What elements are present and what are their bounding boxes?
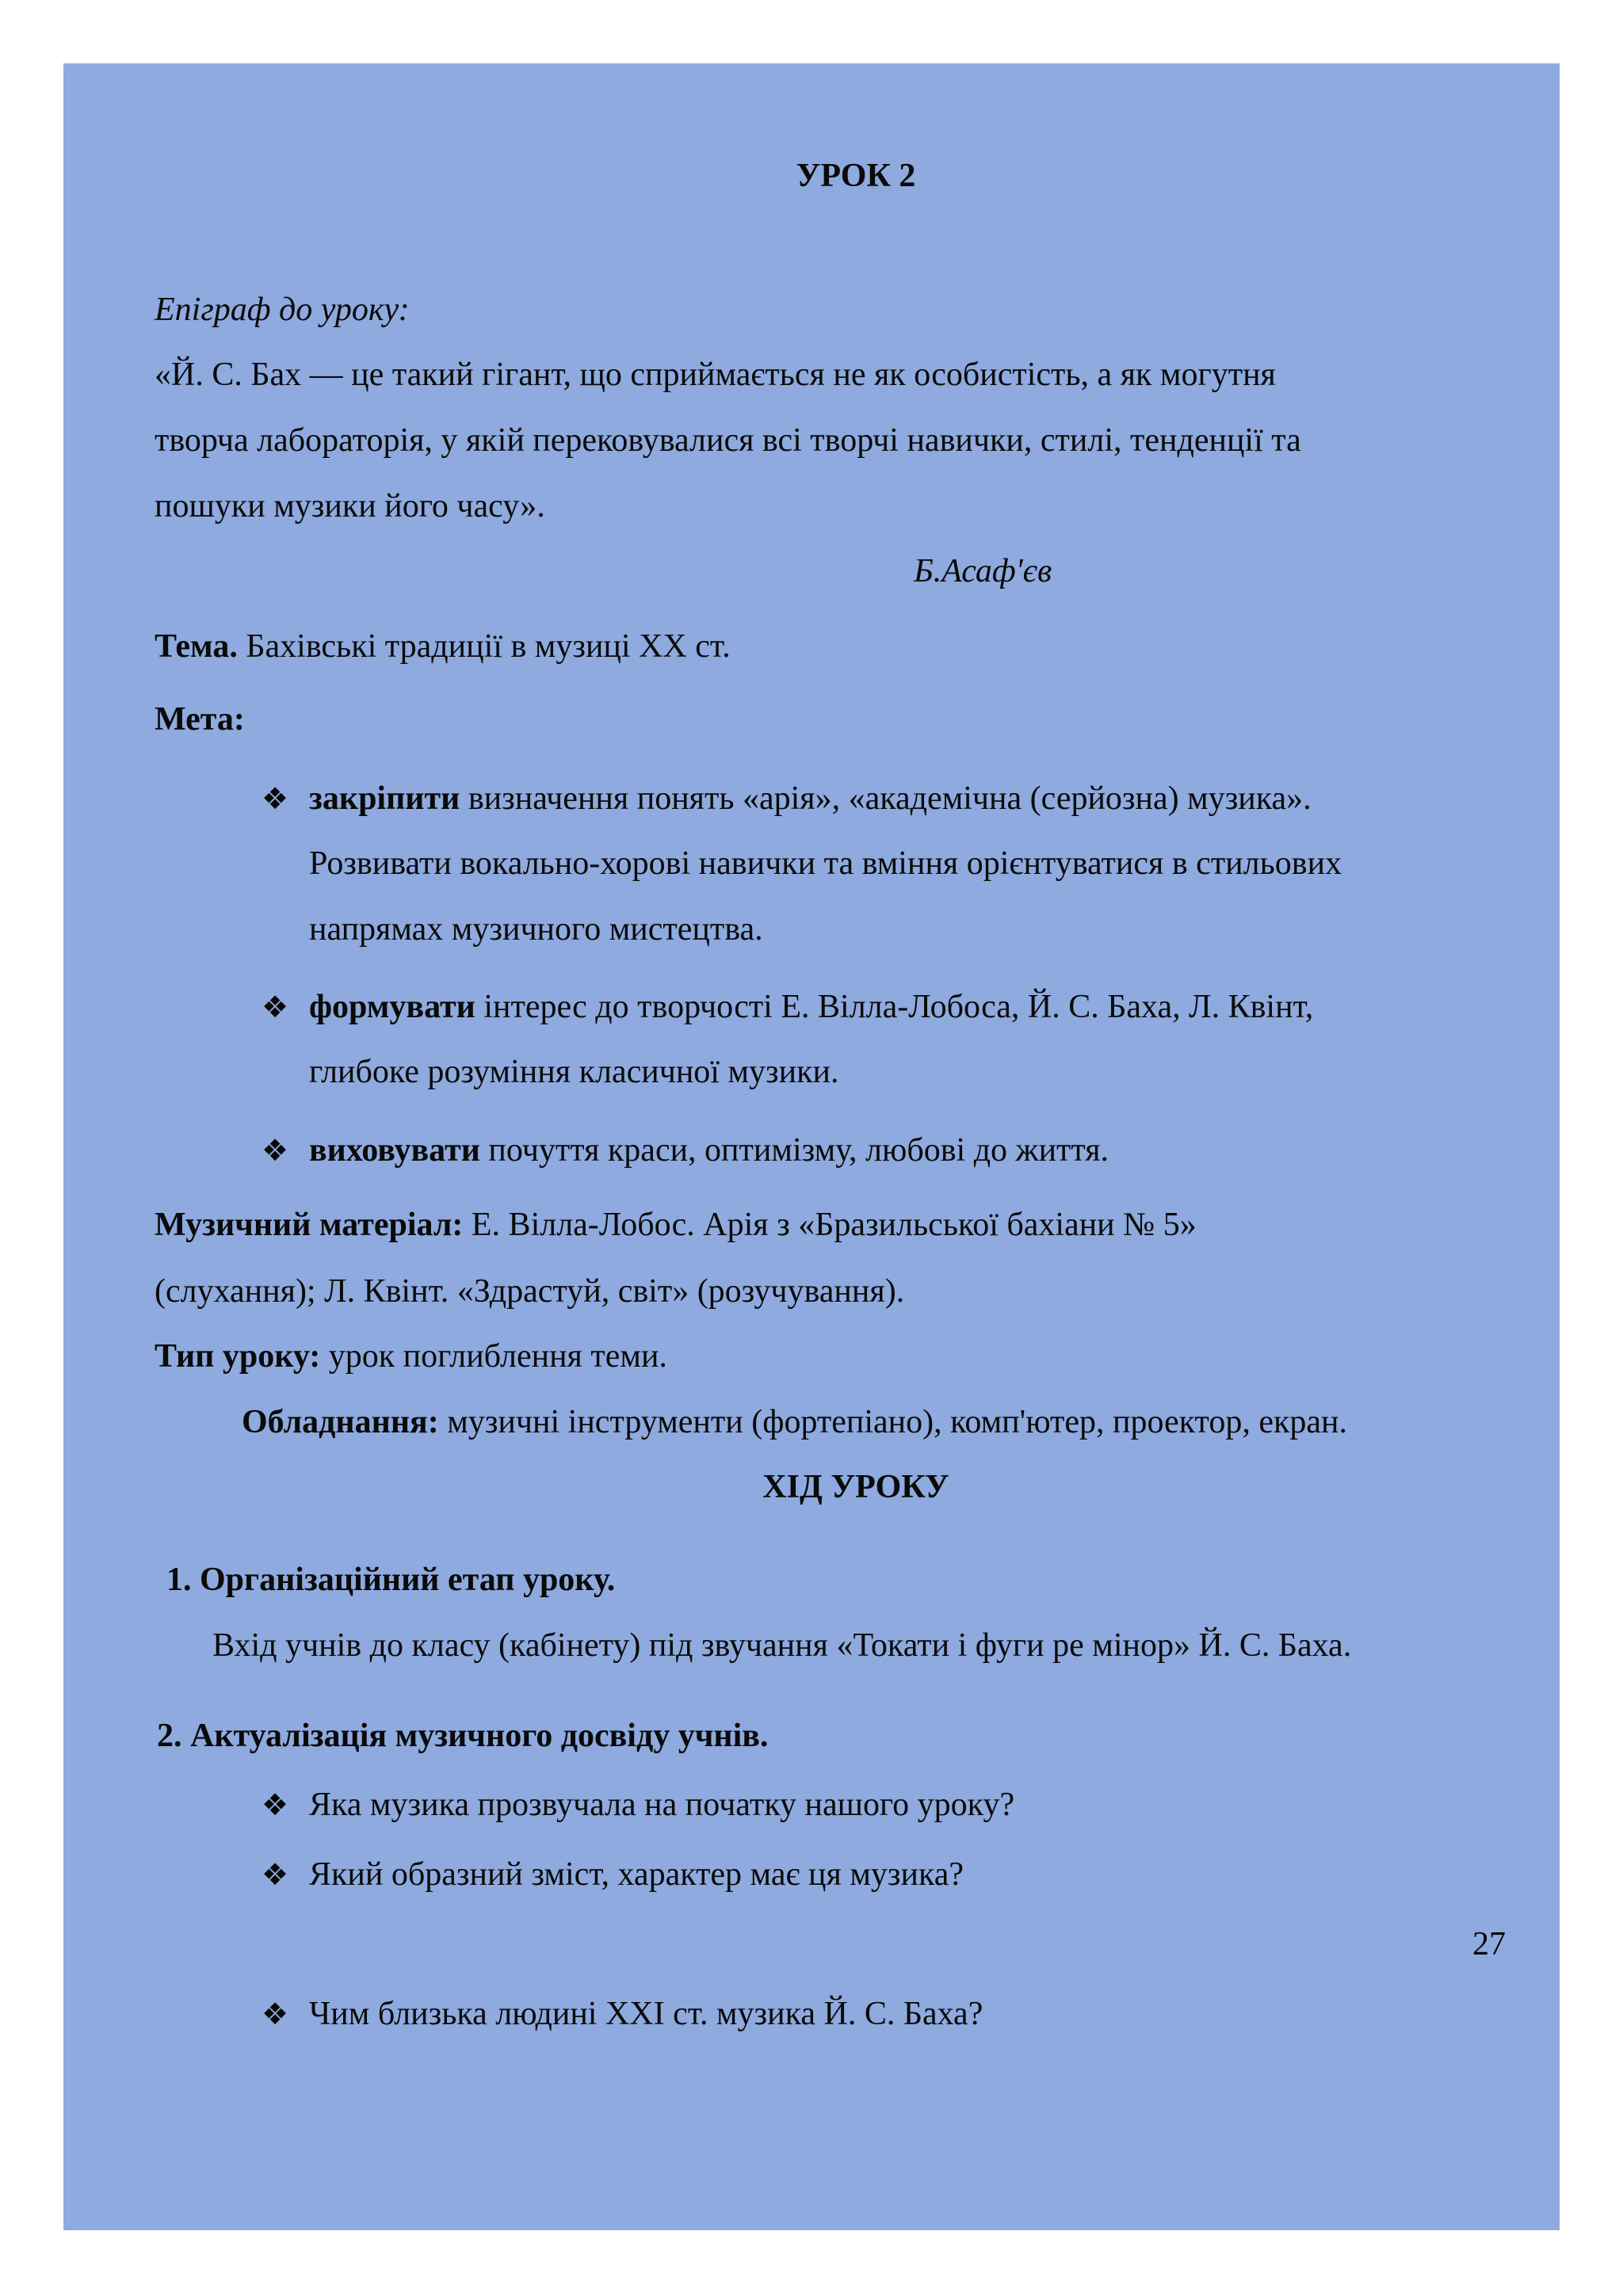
diamond-bullet-icon: ❖ xyxy=(262,1997,289,2031)
lesson-type-text: урок поглиблення теми. xyxy=(320,1338,667,1375)
epigraph-line-1: «Й. С. Бах — це такий гігант, що сприймається не як особистість, а як могутня xyxy=(155,357,1276,393)
question-item: Яка музика прозвучала на початку нашого уроку? xyxy=(309,1787,1015,1823)
question-item: Чим близька людині ХХІ ст. музика Й. С. Баха? xyxy=(309,1996,983,2032)
page-number: 27 xyxy=(1472,1926,1506,1962)
topic-text: Бахівські традиції в музиці ХХ ст. xyxy=(237,628,731,665)
material-text: Е. Вілла-Лобос. Арія з «Бразильської бахіани № 5» xyxy=(463,1207,1197,1243)
epigraph-label: Епіграф до уроку: xyxy=(155,292,410,328)
material-label: Музичний матеріал: xyxy=(155,1207,464,1243)
goal-continuation: напрямах музичного мистецтва. xyxy=(309,911,763,948)
epigraph-line-3: пошуки музики його часу». xyxy=(155,488,545,524)
diamond-bullet-icon: ❖ xyxy=(262,1857,289,1892)
goal-text: визначення понять «арія», «академічна (серйозна) музика». xyxy=(460,780,1312,817)
equipment-label: Обладнання: xyxy=(242,1404,439,1440)
material-continuation: (слухання); Л. Квінт. «Здрастуй, світ» (розучування). xyxy=(155,1273,905,1310)
topic-label: Тема. xyxy=(155,628,238,665)
stage-2-title: 2. Актуалізація музичного досвіду учнів. xyxy=(157,1718,769,1754)
stage-1-title: 1. Організаційний етап уроку. xyxy=(166,1562,616,1598)
lesson-type-line xyxy=(155,1337,667,1375)
diamond-bullet-icon: ❖ xyxy=(262,781,289,816)
lesson-type-label: Тип уроку: xyxy=(155,1338,321,1375)
epigraph-author: Б.Асаф'єв xyxy=(914,553,1052,589)
question-item: Який образний зміст, характер має ця музика? xyxy=(309,1856,964,1893)
lesson-title: УРОК 2 xyxy=(796,158,916,194)
goal-verb: закріпити xyxy=(309,780,460,817)
epigraph-line-2: творча лабораторія, у якій перековувалися всі творчі навички, стилі, тенденції та xyxy=(155,422,1301,459)
topic-line xyxy=(155,627,731,666)
goal-item xyxy=(309,1131,1109,1169)
material-line xyxy=(155,1206,1197,1244)
course-title: ХІД УРОКУ xyxy=(762,1469,949,1505)
equipment-text: музичні інструменти (фортепіано), комп'ютер, проектор, екран. xyxy=(438,1404,1347,1440)
diamond-bullet-icon: ❖ xyxy=(262,990,289,1024)
goal-continuation: глибоке розуміння класичної музики. xyxy=(309,1054,839,1090)
goal-verb: виховувати xyxy=(309,1132,480,1169)
goal-item xyxy=(309,780,1312,818)
stage-1-text: Вхід учнів до класу (кабінету) під звучання «Токати і фуги ре мінор» Й. С. Баха. xyxy=(212,1627,1352,1664)
goal-text: почуття краси, оптимізму, любові до життя. xyxy=(479,1132,1109,1169)
goal-item xyxy=(309,988,1313,1026)
goal-continuation: Розвивати вокально-хорові навички та вміння орієнтуватися в стильових xyxy=(309,845,1342,882)
goal-label: Мета: xyxy=(155,701,245,738)
diamond-bullet-icon: ❖ xyxy=(262,1133,289,1168)
diamond-bullet-icon: ❖ xyxy=(262,1787,289,1822)
goal-text: інтерес до творчості Е. Вілла-Лобоса, Й. С. Баха, Л. Квінт, xyxy=(475,989,1314,1025)
goal-verb: формувати xyxy=(309,989,475,1025)
equipment-line xyxy=(242,1403,1347,1441)
